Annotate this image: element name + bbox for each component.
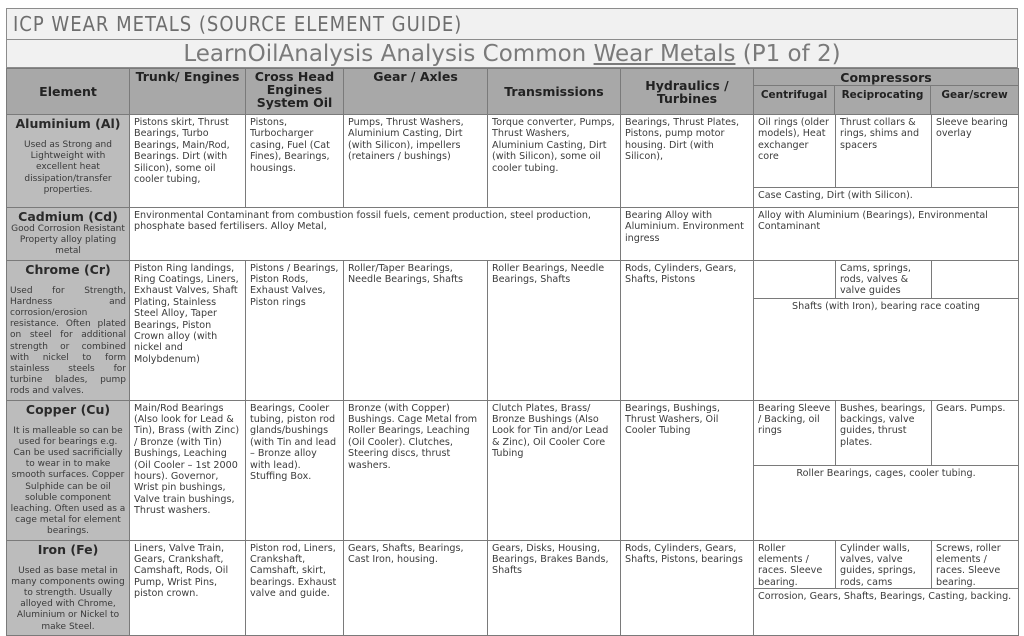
table-row-cadmium xyxy=(7,208,1019,261)
cell-reciprocating: Bushes, bearings, backings, valve guides, thrust plates. xyxy=(835,401,931,465)
cell-transmissions: Gears, Disks, Housing, Bearings, Brakes Bands, Shafts xyxy=(488,540,621,635)
element-name: Iron (Fe) xyxy=(37,541,99,557)
wear-metals-link[interactable]: Wear Metals xyxy=(593,41,736,67)
compressors-cell xyxy=(754,260,1019,400)
cell-transmissions: Torque converter, Pumps, Thrust Washers, Aluminium Casting, Dirt (with Silicon), some oil cooler tubing. xyxy=(488,115,621,208)
element-description: Used as Strong and Lightweight with excellent heat dissipation/transfer properties. xyxy=(24,140,112,195)
document-title: ICP WEAR METALS (SOURCE ELEMENT GUIDE) xyxy=(6,8,1018,40)
header-compressors: Compressors xyxy=(754,69,1019,86)
header-trunk-engines: Trunk/ Engines xyxy=(130,69,246,115)
header-centrifugal: Centrifugal xyxy=(754,86,835,115)
subtitle-suffix: (P1 of 2) xyxy=(735,41,841,67)
element-name: Copper (Cu) xyxy=(25,401,111,417)
cell-gear-screw xyxy=(931,261,1018,298)
cell-hydraulics: Bearing Alloy with Aluminium. Environment ingress xyxy=(621,208,754,261)
compressors-cell xyxy=(754,400,1019,540)
table-row-aluminium xyxy=(7,115,1019,208)
cell-trunk-engines: Pistons skirt, Thrust Bearings, Turbo Bearings, Main/Rod, Bearings. Dirt (with Silicon), some oil cooler tubing, xyxy=(130,115,246,208)
header-cross-head-engines: Cross Head Engines System Oil xyxy=(246,69,344,115)
cell-reciprocating: Thrust collars & rings, shims and spacers xyxy=(835,115,931,187)
cell-gear-axles: Bronze (with Copper) Bushings. Cage Metal from Roller Bearings, Leaching (Oil Cooler). Clutches, Steering discs, thrust washers. xyxy=(344,400,488,540)
cell-gear-axles: Roller/Taper Bearings, Needle Bearings, Shafts xyxy=(344,260,488,400)
subtitle-prefix: LearnOilAnalysis Analysis Common xyxy=(183,41,594,67)
document-subtitle xyxy=(6,40,1018,68)
element-cell xyxy=(7,208,130,261)
cell-cross-head: Bearings, Cooler tubing, piston rod glands/bushings (with Tin and lead – Bronze alloy with lead). Stuffing Box. xyxy=(246,400,344,540)
element-cell xyxy=(7,260,130,400)
compressors-cell xyxy=(754,115,1019,208)
element-cell xyxy=(7,400,130,540)
element-name: Cadmium (Cd) xyxy=(18,209,118,224)
cell-gear-screw: Gears. Pumps. xyxy=(931,401,1018,465)
cell-centrifugal: Bearing Sleeve / Backing, oil rings xyxy=(758,402,831,437)
cell-gear-screw: Sleeve bearing overlay xyxy=(931,115,1018,187)
element-description: Used as base metal in many components owing to strength. Usually alloyed with Chrome, Aluminium or Nickel to make Steel. xyxy=(11,565,125,632)
header-gear-axles: Gear / Axles xyxy=(344,69,488,115)
header-hydraulics-turbines: Hydraulics / Turbines xyxy=(621,69,754,115)
cell-cross-head: Pistons / Bearings, Piston Rods, Exhaust Valves, Piston rings xyxy=(246,260,344,400)
cell-transmissions: Roller Bearings, Needle Bearings, Shafts xyxy=(488,260,621,400)
element-cell xyxy=(7,540,130,635)
cell-trunk-engines: Liners, Valve Train, Gears, Crankshaft, Camshaft, Rods, Oil Pump, Wrist Pins, piston crown. xyxy=(130,540,246,635)
compressors-cell xyxy=(754,540,1019,635)
header-gear-screw: Gear/screw xyxy=(931,86,1019,115)
cell-reciprocating: Cylinder walls, valves, valve guides, springs, rods, cams xyxy=(835,541,931,588)
element-cell xyxy=(7,115,130,208)
element-description: Good Corrosion Resistant Property alloy plating metal xyxy=(11,224,125,257)
cell-gear-axles: Gears, Shafts, Bearings, Cast Iron, housing. xyxy=(344,540,488,635)
cell-compressors-all: Case Casting, Dirt (with Silicon). xyxy=(754,187,1018,203)
cell-hydraulics: Bearings, Thrust Plates, Pistons, pump motor housing. Dirt (with Silicon), xyxy=(621,115,754,208)
cell-gear-axles: Pumps, Thrust Washers, Aluminium Casting, Dirt (with Silicon), impellers (retainers / bushings) xyxy=(344,115,488,208)
cell-gear-screw: Screws, roller elements / races. Sleeve bearing. xyxy=(931,541,1018,588)
document-page xyxy=(6,8,1018,636)
header-transmissions: Transmissions xyxy=(488,69,621,115)
cell-cross-head: Piston rod, Liners, Crankshaft, Camshaft, skirt, bearings. Exhaust valve and guide. xyxy=(246,540,344,635)
cell-hydraulics: Rods, Cylinders, Gears, Shafts, Pistons, bearings xyxy=(621,540,754,635)
cell-reciprocating: Cams, springs, rods, valves & valve guides xyxy=(835,261,931,298)
element-description: It is malleable so can be used for bearings e.g. Can be used sacrificially to wear in to make smooth surfaces. Copper Sulphide can be oil soluble component leaching. Often used as a cage metal for element bearings. xyxy=(10,425,126,537)
cell-centrifugal xyxy=(754,261,835,298)
cell-centrifugal: Roller elements / races. Sleeve bearing. xyxy=(758,542,823,588)
cell-cross-head: Pistons, Turbocharger casing, Fuel (Cat Fines), Bearings, housings. xyxy=(246,115,344,208)
cell-centrifugal: Oil rings (older models), Heat exchanger core xyxy=(758,117,829,163)
table-row-chrome xyxy=(7,260,1019,400)
cell-engines-to-transmissions: Environmental Contaminant from combustion fossil fuels, cement production, steel production, phosphate based fertilisers. Alloy Metal, xyxy=(130,208,621,261)
cell-compressors-all: Alloy with Aluminium (Bearings), Environmental Contaminant xyxy=(754,208,1019,261)
cell-compressors-all: Shafts (with Iron), bearing race coating xyxy=(754,298,1018,314)
cell-hydraulics: Bearings, Bushings, Thrust Washers, Oil Cooler Tubing xyxy=(621,400,754,540)
cell-trunk-engines: Main/Rod Bearings (Also look for Lead & Tin), Brass (with Zinc) / Bronze (with Tin) Bushings, Leaching (Oil Cooler – 1st 2000 hours). Governor, Wrist pin bushings, Valve train bushings, Thrust washers. xyxy=(130,400,246,540)
table-row-iron xyxy=(7,540,1019,635)
header-element: Element xyxy=(7,69,130,115)
cell-hydraulics: Rods, Cylinders, Gears, Shafts, Pistons xyxy=(621,260,754,400)
header-reciprocating: Reciprocating xyxy=(835,86,931,115)
cell-compressors-all: Corrosion, Gears, Shafts, Bearings, Casting, backing. xyxy=(754,588,1018,604)
wear-metals-table xyxy=(6,68,1019,636)
cell-transmissions: Clutch Plates, Brass/ Bronze Bushings (Also Look for Tin and/or Lead & Zinc), Oil Cooler Core Tubing xyxy=(488,400,621,540)
element-name: Chrome (Cr) xyxy=(25,261,111,277)
element-name: Aluminium (Al) xyxy=(15,116,121,131)
cell-trunk-engines: Piston Ring landings, Ring Coatings, Liners, Exhaust Valves, Shaft Plating, Stainless Steel Alloy, Taper Bearings, Piston Crown alloy (with nickel and Molybdenum) xyxy=(130,260,246,400)
cell-compressors-all: Roller Bearings, cages, cooler tubing. xyxy=(754,465,1018,481)
table-row-copper xyxy=(7,400,1019,540)
element-description: Used for Strength, Hardness and corrosion/erosion resistance. Often plated on steel for additional strength or combined with nickel to form stainless steels for turbine blades, pump rods and valves. xyxy=(10,285,126,397)
